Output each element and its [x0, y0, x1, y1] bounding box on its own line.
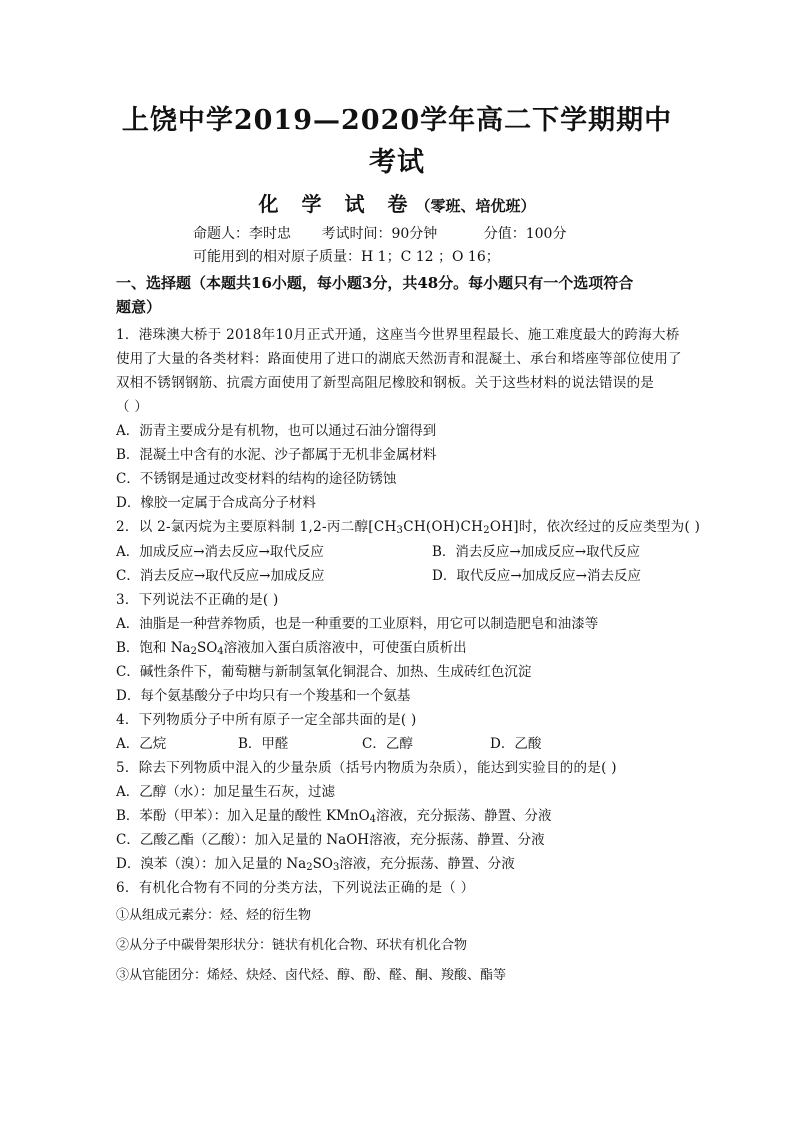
q5-option-a: A．乙醇（水）：加足量生石灰，过滤: [116, 784, 335, 800]
q3-option-b: [116, 636, 467, 656]
q1-option-b: B．混凝土中含有的水泥、沙子都属于无机非金属材料: [116, 447, 437, 463]
q3-option-a: A．油脂是一种营养物质，也是一种重要的工业原料，用它可以制造肥皂和油漆等: [116, 616, 599, 632]
q5-b-part: B．苯酚（甲苯）：加入足量的酸性 KMnO: [116, 808, 370, 824]
q1-option-a: A．沥青主要成分是有机物，也可以通过石油分馏得到: [116, 423, 437, 439]
exam-author: 命题人：李时忠: [193, 226, 291, 242]
q2-stem: [116, 515, 700, 535]
exam-score: 分值：100分: [483, 226, 567, 242]
section-heading-line1: 一、选择题（本题共16小题，每小题3分，共48分。每小题只有一个选项符合: [116, 274, 634, 292]
q2-option-c: C．消去反应→取代反应→加成反应: [116, 568, 325, 584]
q6-item-2: ②从分子中碳骨架形状分：链状有机化合物、环状有机化合物: [116, 938, 468, 953]
q5-b-subscript: 4: [369, 814, 377, 825]
q1-option-c: C．不锈钢是通过改变材料的结构的途径防锈蚀: [116, 471, 397, 487]
q6-item-1: ①从组成元素分：烃、烃的衍生物: [116, 908, 312, 923]
q2-option-d: D．取代反应→加成反应→消去反应: [432, 568, 641, 584]
q1-stem-line3: 双相不锈钢钢筋、抗震方面使用了新型高阻尼橡胶和钢板。关于这些材料的说法错误的是: [116, 375, 655, 391]
q2-option-a: A．加成反应→消去反应→取代反应: [116, 544, 324, 560]
q3-b-subscript: 2: [190, 646, 197, 657]
q5-b-part: 溶液，充分振荡、静置、分液: [376, 808, 552, 824]
q4-option-b: B．甲醛: [238, 736, 289, 752]
q6-item-3: ③从官能团分：烯烃、炔烃、卤代烃、醇、酚、醛、酮、羧酸、酯等: [116, 968, 507, 983]
q5-d-subscript: 3: [332, 862, 340, 873]
q1-option-d: D．橡胶一定属于合成高分子材料: [116, 495, 316, 511]
q5-d-part: SO: [312, 856, 333, 872]
q1-stem-line2: 使用了大量的各类材料：路面使用了进口的湖底天然沥青和混凝土、承台和塔座等部位使用了: [116, 351, 682, 367]
exam-subtitle: [0, 188, 794, 217]
exam-time: 考试时间：90分钟: [321, 226, 438, 242]
exam-title-line2: 考试: [369, 147, 425, 178]
subtitle-main: 化 学 试 卷: [258, 192, 416, 216]
q2-subscript: 2: [483, 525, 490, 536]
q1-stem-line4: （ ）: [116, 399, 149, 415]
q2-option-b: B．消去反应→加成反应→取代反应: [432, 544, 641, 560]
q4-option-d: D．乙酸: [490, 736, 542, 752]
q5-d-part: D．溴苯（溴）：加入足量的 Na: [116, 856, 307, 872]
q6-stem: 6．有机化合物有不同的分类方法，下列说法正确的是（ ）: [116, 880, 475, 896]
exam-meta: [193, 223, 566, 243]
q3-b-subscript: 4: [217, 646, 224, 657]
q5-option-d: [116, 852, 515, 872]
section-heading-line2: 题意）: [116, 298, 162, 316]
q3-b-part: 溶液加入蛋白质溶液中，可使蛋白质析出: [223, 640, 467, 656]
q2-stem-part: CH(OH)CH: [403, 519, 484, 535]
q4-option-c: C．乙醇: [362, 736, 413, 752]
q5-d-part: 溶液，充分振荡、静置、分液: [339, 856, 515, 872]
q4-stem: 4．下列物质分子中所有原子一定全部共面的是( ): [116, 712, 417, 728]
q3-stem: 3．下列说法不正确的是( ): [116, 592, 279, 608]
atomic-masses: 可能用到的相对原子质量：H 1；C 12 ；O 16；: [193, 249, 500, 265]
q2-stem-part: 2．以 2-氯丙烷为主要原料制 1,2-丙二醇[CH: [116, 519, 397, 535]
q2-stem-part: OH]时，依次经过的反应类型为( ): [489, 519, 701, 535]
q3-b-part: B．饱和 Na: [116, 640, 191, 656]
subtitle-note: （零班、培优班）: [415, 197, 536, 215]
q5-stem: 5．除去下列物质中混入的少量杂质（括号内物质为杂质），能达到实验目的的是( ): [116, 760, 617, 776]
q4-option-a: A．乙烷: [116, 736, 167, 752]
q5-option-c: C．乙酸乙酯（乙酸）：加入足量的 NaOH溶液，充分振荡、静置、分液: [116, 832, 545, 848]
q3-b-part: SO: [196, 640, 218, 656]
q5-option-b: [116, 804, 552, 824]
q2-subscript: 3: [396, 525, 404, 536]
q3-option-d: D．每个氨基酸分子中均只有一个羧基和一个氨基: [116, 688, 411, 704]
exam-title-line1: 上饶中学2019—2020学年高二下学期期中: [121, 105, 673, 136]
q1-stem-line1: 1．港珠澳大桥于 2018年10月正式开通，这座当今世界里程最长、施工难度最大的跨海大桥: [116, 327, 680, 343]
q5-d-subscript: 2: [306, 862, 313, 873]
q3-option-c: C．碱性条件下，葡萄糖与新制氢氧化铜混合、加热、生成砖红色沉淀: [116, 664, 532, 680]
